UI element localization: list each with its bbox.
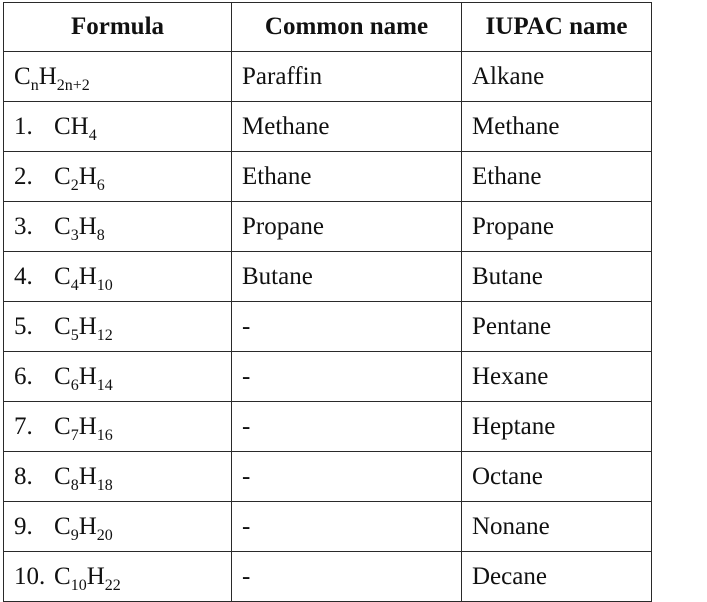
general-common-name: Paraffin <box>232 52 462 102</box>
formula-subscript: 20 <box>96 526 113 544</box>
header-iupac-name: IUPAC name <box>462 3 652 52</box>
formula-subscript: 6 <box>96 176 105 194</box>
molecular-formula <box>54 412 113 444</box>
header-row <box>4 3 652 52</box>
common-name-cell: - <box>232 402 462 452</box>
formula-cell <box>4 152 232 202</box>
iupac-name-cell: Octane <box>462 452 652 502</box>
iupac-name-cell: Decane <box>462 552 652 602</box>
alkane-table <box>3 2 652 602</box>
formula-subscript: 2 <box>70 176 79 194</box>
formula-symbol: H <box>86 562 105 590</box>
formula-symbol: C <box>54 562 71 590</box>
common-name-cell: - <box>232 452 462 502</box>
table-row <box>4 102 652 152</box>
common-name-cell: - <box>232 502 462 552</box>
header-common-name: Common name <box>232 3 462 52</box>
molecular-formula <box>54 262 113 294</box>
formula-subscript: n <box>30 76 39 94</box>
row-number: 8. <box>14 462 33 490</box>
iupac-name-cell: Pentane <box>462 302 652 352</box>
header-formula: Formula <box>4 3 232 52</box>
table-row <box>4 252 652 302</box>
row-number: 4. <box>14 262 33 290</box>
formula-symbol: H <box>78 512 97 540</box>
formula-symbol: C <box>54 262 71 290</box>
common-name-cell: Ethane <box>232 152 462 202</box>
formula-symbol: H <box>78 212 97 240</box>
general-iupac-name: Alkane <box>462 52 652 102</box>
formula-symbol: H <box>78 262 97 290</box>
table-row <box>4 552 652 602</box>
row-number: 6. <box>14 362 33 390</box>
common-name-cell: Butane <box>232 252 462 302</box>
formula-cell <box>4 202 232 252</box>
formula-subscript: 5 <box>70 326 79 344</box>
formula-subscript: 10 <box>96 276 113 294</box>
formula-subscript: 14 <box>96 376 113 394</box>
formula-symbol: C <box>14 62 31 90</box>
formula-symbol: H <box>78 362 97 390</box>
formula-cell <box>4 552 232 602</box>
formula-symbol: C <box>54 462 71 490</box>
formula-subscript: 8 <box>96 226 105 244</box>
formula-cell <box>4 402 232 452</box>
formula-symbol: C <box>54 362 71 390</box>
iupac-name-cell: Heptane <box>462 402 652 452</box>
molecular-formula <box>54 362 113 394</box>
formula-symbol: C <box>54 162 71 190</box>
formula-symbol: H <box>78 312 97 340</box>
common-name-cell: - <box>232 552 462 602</box>
common-name-cell: Methane <box>232 102 462 152</box>
formula-symbol: C <box>54 312 71 340</box>
row-number: 7. <box>14 412 33 440</box>
row-number: 2. <box>14 162 33 190</box>
molecular-formula <box>54 512 113 544</box>
molecular-formula <box>54 462 113 494</box>
row-number: 3. <box>14 212 33 240</box>
common-name-cell: - <box>232 302 462 352</box>
formula-cell <box>4 502 232 552</box>
table-row <box>4 402 652 452</box>
row-number: 1. <box>14 112 33 140</box>
molecular-formula <box>54 312 113 344</box>
formula-subscript: 10 <box>70 576 87 594</box>
molecular-formula <box>54 162 105 194</box>
formula-cell <box>4 452 232 502</box>
formula-symbol: H <box>38 62 57 90</box>
formula-subscript: 7 <box>70 426 79 444</box>
table-row <box>4 302 652 352</box>
common-name-cell: - <box>232 352 462 402</box>
table-row <box>4 452 652 502</box>
formula-cell <box>4 252 232 302</box>
common-name-cell: Propane <box>232 202 462 252</box>
table-body <box>4 52 652 602</box>
formula-subscript: 22 <box>104 576 121 594</box>
formula-subscript: 8 <box>70 476 79 494</box>
formula-symbol: H <box>78 162 97 190</box>
iupac-name-cell: Ethane <box>462 152 652 202</box>
general-formula <box>14 62 90 94</box>
row-number: 5. <box>14 312 33 340</box>
formula-subscript: 6 <box>70 376 79 394</box>
iupac-name-cell: Methane <box>462 102 652 152</box>
formula-symbol: H <box>78 462 97 490</box>
table-row <box>4 152 652 202</box>
formula-cell <box>4 102 232 152</box>
formula-symbol: C <box>54 412 71 440</box>
formula-subscript: 18 <box>96 476 113 494</box>
formula-symbol: C <box>54 512 71 540</box>
table-row <box>4 352 652 402</box>
iupac-name-cell: Nonane <box>462 502 652 552</box>
formula-subscript: 16 <box>96 426 113 444</box>
molecular-formula <box>54 562 121 594</box>
formula-subscript: 9 <box>70 526 79 544</box>
row-number: 10. <box>14 562 46 590</box>
formula-symbol: CH <box>54 112 89 140</box>
iupac-name-cell: Hexane <box>462 352 652 402</box>
molecular-formula <box>54 112 97 144</box>
formula-cell <box>4 352 232 402</box>
iupac-name-cell: Propane <box>462 202 652 252</box>
general-formula-row <box>4 52 652 102</box>
formula-subscript: 2n+2 <box>56 76 90 94</box>
general-formula-cell <box>4 52 232 102</box>
table-row <box>4 502 652 552</box>
formula-symbol: C <box>54 212 71 240</box>
molecular-formula <box>54 212 105 244</box>
table-row <box>4 202 652 252</box>
formula-subscript: 12 <box>96 326 113 344</box>
formula-subscript: 4 <box>88 126 97 144</box>
formula-symbol: H <box>78 412 97 440</box>
formula-cell <box>4 302 232 352</box>
formula-subscript: 4 <box>70 276 79 294</box>
iupac-name-cell: Butane <box>462 252 652 302</box>
row-number: 9. <box>14 512 33 540</box>
formula-subscript: 3 <box>70 226 79 244</box>
